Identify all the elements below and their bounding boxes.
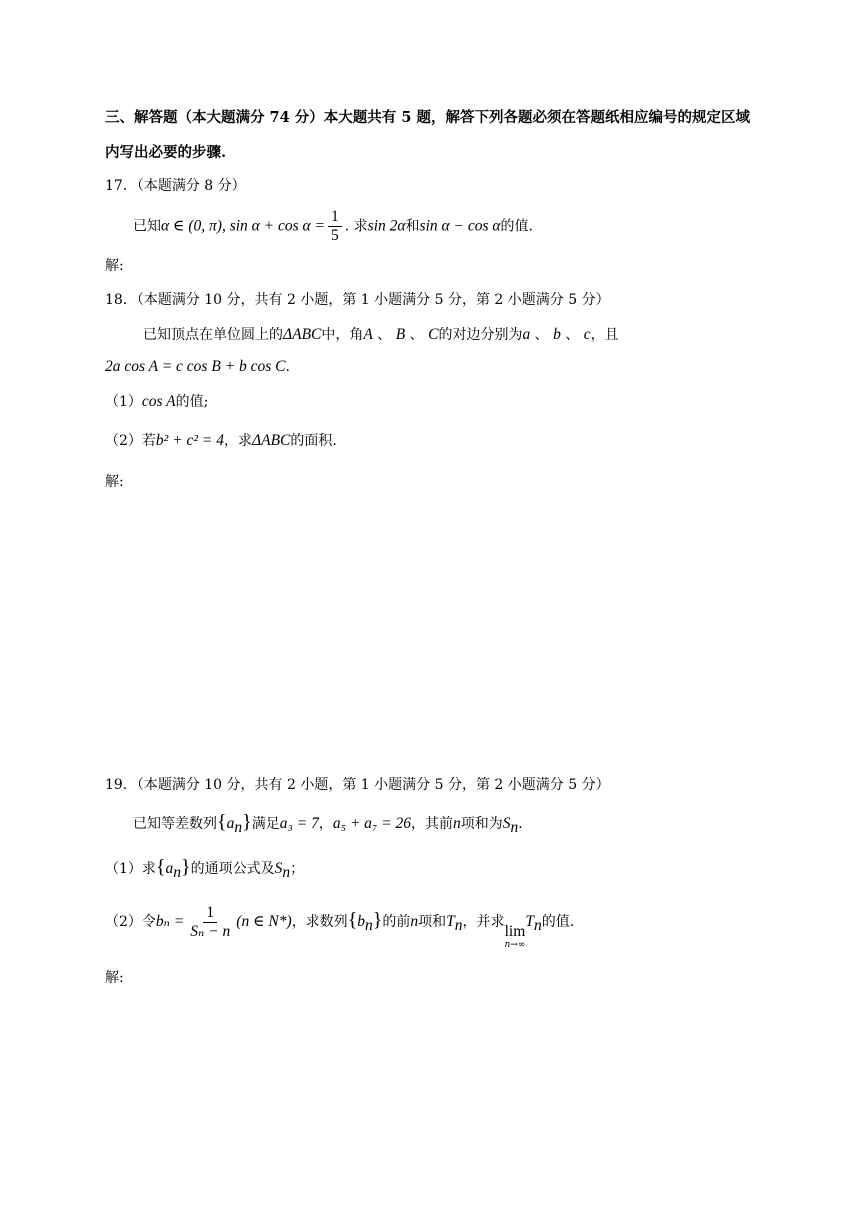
q19-lim-text: lim xyxy=(504,923,526,940)
q18-sep4: 、 xyxy=(565,327,580,343)
q17-stem-mid: . 求 xyxy=(344,218,368,235)
q17-expr1: sin 2α xyxy=(367,217,406,235)
section-heading-line1: 三、解答题（本大题满分 74 分）本大题共有 5 题，解答下列各题必须在答题纸相应编号的规定区域 xyxy=(105,109,750,126)
q19-part1-end: ； xyxy=(290,861,305,877)
q19-part1-brace-left: { xyxy=(155,856,166,878)
q19-part2-d: ，并求 xyxy=(462,914,505,930)
section-heading-line2: 内写出必要的步骤. xyxy=(105,144,227,161)
q18-part2-text: ，求 xyxy=(224,433,253,449)
q19-part2-t2: T xyxy=(525,913,534,930)
q18-stem-b: 中，角 xyxy=(321,327,364,343)
q19-stem-c: ，其前 xyxy=(411,816,454,832)
q19-fraction xyxy=(187,904,233,941)
q19-header: 19．（本题满分 10 分，共有 2 小题，第 1 小题满分 5 分，第 2 小题满分 5 分） xyxy=(105,777,610,793)
q17-frac-den: 5 xyxy=(331,227,339,244)
q18-header: 18．（本题满分 10 分，共有 2 小题，第 1 小题满分 5 分，第 2 小题满分 5 分） xyxy=(105,292,610,308)
q19-stem-a: 已知等差数列 xyxy=(133,816,217,832)
q19-comma: ， xyxy=(318,816,333,832)
q18-stem-c: 的对边分别为 xyxy=(438,327,523,343)
q18-sep3: 、 xyxy=(534,327,549,343)
q17-expr2: sin α − cos α xyxy=(419,217,501,235)
q19-part2-b: 的前 xyxy=(382,914,411,930)
q19-part1: （1）求$\{a_n\}$的通项公式及$S_n$； xyxy=(105,856,305,881)
q19-stem: 已知等差数列$\{a_n\}$满足a₃ = 7，a₅ + a₇ = 26，其前n项和为$S_n$. xyxy=(133,811,523,836)
q17-stem xyxy=(133,208,533,245)
q18-part2-end: 的面积. xyxy=(290,433,337,449)
q19-seq-a: a xyxy=(226,815,235,832)
q18-sep2: 、 xyxy=(409,327,424,343)
q18-side-a: a xyxy=(522,326,531,343)
q17-answer-label: 解: xyxy=(105,258,124,274)
q18-side-c: c xyxy=(583,326,591,343)
q18-stem xyxy=(143,325,619,345)
q19-part1-seq: a xyxy=(165,860,174,877)
q19-part2-brace-left: { xyxy=(347,909,358,931)
q19-part2: （2）令bₙ = $\frac{1}{\text{Sₙ − n}}$ (n ∈ N*)，求数列$\{b_n\}$的前n项和$T_n$，并求 lim n→∞ $T_n$的值. xyxy=(105,903,575,950)
q18-equation-end: . xyxy=(285,359,290,375)
q17-and: 和 xyxy=(405,218,420,235)
q18-angle-b: B xyxy=(395,326,406,343)
q18-triangle: ΔABC xyxy=(283,326,322,343)
q18-part2 xyxy=(105,431,337,451)
q18-part2-triangle: ΔABC xyxy=(252,432,291,449)
q19-stem-b: 满足 xyxy=(251,816,280,832)
q18-angle-a: A xyxy=(363,326,373,343)
q19-brace-left: { xyxy=(217,811,227,833)
q19-stem-d: 项和为 xyxy=(460,816,503,832)
q19-stem-end: . xyxy=(518,816,523,832)
q17-frac-num: 1 xyxy=(328,208,342,227)
q19-part2-c: 项和 xyxy=(418,914,447,930)
q19-lim-sub: n→∞ xyxy=(504,940,526,950)
q18-stem-a: 已知顶点在单位圆上的 xyxy=(143,327,283,343)
q19-frac-num: 1 xyxy=(203,904,217,923)
q19-part1-brace-right: } xyxy=(181,856,191,878)
q19-limit xyxy=(505,924,526,950)
q19-bn-eq: bₙ = xyxy=(155,913,185,930)
q18-part1 xyxy=(105,392,208,412)
q19-part2-end: 的值. xyxy=(541,914,575,930)
q19-part1-s: S xyxy=(274,860,283,877)
q19-n: n xyxy=(453,815,461,832)
q18-part1-expr: cos A xyxy=(141,393,176,410)
q18-part2-expr: b² + c² = 4 xyxy=(155,432,225,449)
q17-stem-end: 的值. xyxy=(500,218,533,235)
q18-equation-line xyxy=(105,357,290,377)
q19-answer-label: 解: xyxy=(105,970,124,986)
q19-cond2: a₅ + a₇ = 26 xyxy=(332,815,412,832)
q19-part2-label: （2）令 xyxy=(105,914,156,930)
q17-header: 17．（本题满分 8 分） xyxy=(105,178,246,194)
q18-side-b: b xyxy=(553,326,561,343)
q18-equation: 2a cos A = c cos B + b cos C xyxy=(105,358,286,375)
q17-condition: α ∈ (0, π), sin α + cos α = xyxy=(161,217,326,235)
q18-part1-label: （1） xyxy=(105,394,142,410)
q18-part1-text: 的值; xyxy=(175,394,209,410)
q19-brace-right: } xyxy=(242,811,252,833)
q19-frac-den: Sₙ − n xyxy=(190,922,231,940)
q19-part2-brace-right: } xyxy=(372,909,383,931)
q19-part2-a: ，求数列 xyxy=(291,914,348,930)
q19-domain: (n ∈ N*) xyxy=(236,913,292,930)
q18-stem-d: ，且 xyxy=(590,327,619,343)
q18-answer-label: 解: xyxy=(105,474,124,490)
q18-angle-c: C xyxy=(428,326,439,343)
q19-s: S xyxy=(502,815,511,832)
q18-part2-label: （2）若 xyxy=(105,433,156,449)
q19-part2-n: n xyxy=(410,913,419,930)
q17-fraction xyxy=(328,208,342,245)
q19-cond1: a₃ = 7 xyxy=(279,815,319,832)
q18-sep1: 、 xyxy=(377,327,392,343)
q17-stem-prefix: 已知 xyxy=(133,218,161,235)
q19-part2-t: T xyxy=(446,913,455,930)
q19-seq-b: b xyxy=(357,913,366,930)
q19-part1-mid: 的通项公式及 xyxy=(190,861,275,877)
q19-part1-label: （1）求 xyxy=(105,861,156,877)
